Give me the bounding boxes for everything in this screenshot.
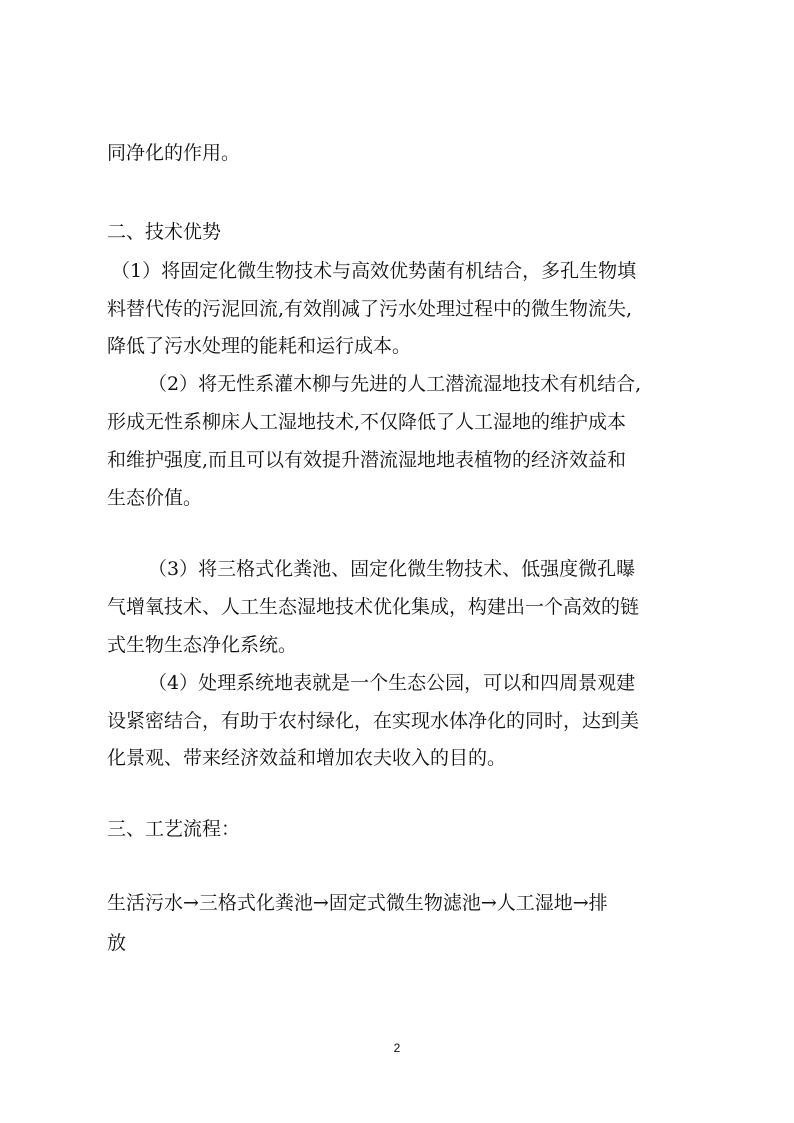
section-heading-tech-advantages: 二、技术优势 — [107, 221, 222, 243]
paragraph-4-line-3: 化景观、带来经济效益和增加农夫收入的目的。 — [107, 747, 507, 769]
continuation-text: 同净化的作用。 — [107, 142, 241, 164]
paragraph-4-line-2: 设紧密结合，有助于农村绿化，在实现水体净化的同时，达到美 — [107, 710, 640, 732]
paragraph-1-line-2: 料替代传的污泥回流,有效削减了污水处理过程中的微生物流失, — [107, 298, 633, 320]
paragraph-1-line-1: （1）将固定化微生物技术与高效优势菌有机结合，多孔生物填 — [111, 260, 637, 282]
paragraph-2-line-1: （2）将无性系灌木柳与先进的人工潜流湿地技术有机结合, — [148, 373, 642, 395]
paragraph-2-line-3: 和维护强度,而且可以有效提升潜流湿地地表植物的经济效益和 — [107, 449, 627, 471]
page-number: 2 — [393, 1041, 401, 1055]
process-flow-line-2: 放 — [107, 932, 127, 954]
paragraph-3-line-2: 气增氧技术、人工生态湿地技术优化集成，构建出一个高效的链 — [107, 596, 640, 618]
paragraph-3-line-1: （3）将三格式化粪池、固定化微生物技术、低强度微孔曝 — [148, 558, 636, 580]
section-heading-process-flow: 三、工艺流程： — [107, 818, 241, 840]
paragraph-3-line-3: 式生物生态净化系统。 — [107, 634, 298, 656]
paragraph-2-line-4: 生态价值。 — [107, 487, 203, 509]
paragraph-1-line-3: 降低了污水处理的能耗和运行成本。 — [107, 335, 412, 357]
process-flow-line-1: 生活污水→三格式化粪池→固定式微生物滤池→人工湿地→排 — [107, 892, 608, 914]
paragraph-2-line-2: 形成无性系柳床人工湿地技术,不仅降低了人工湿地的维护成本 — [107, 411, 627, 433]
paragraph-4-line-1: （4）处理系统地表就是一个生态公园，可以和四周景观建 — [148, 672, 636, 694]
